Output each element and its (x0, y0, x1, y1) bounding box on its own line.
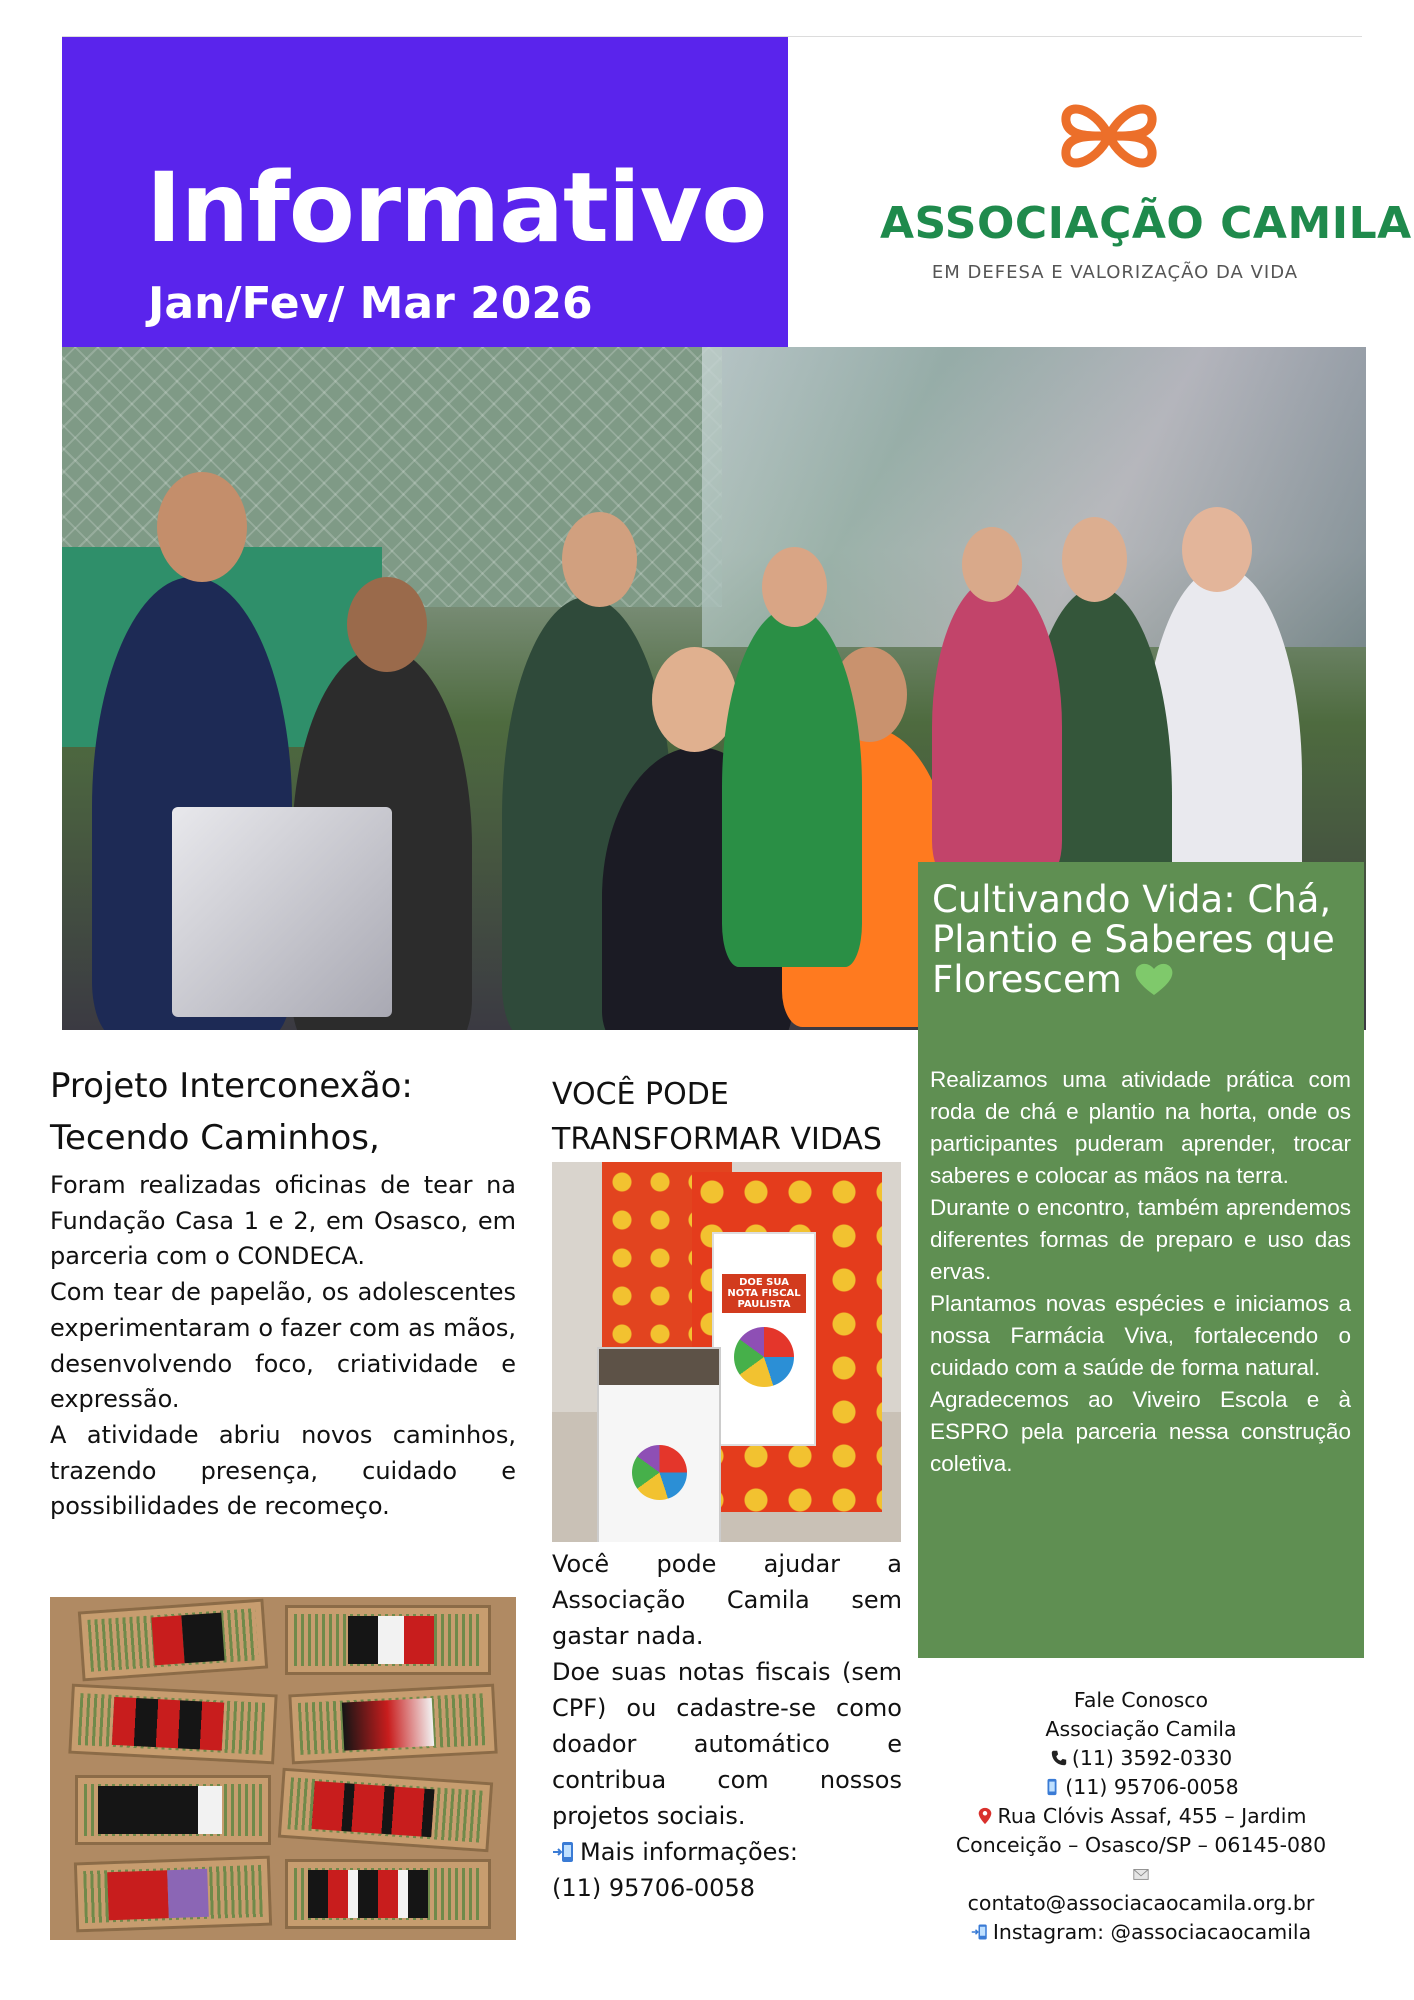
donation-paragraph: Doe suas notas fiscais (sem CPF) ou cadastre-se como doador automático e contribua com nossos projetos sociais. (552, 1658, 902, 1830)
cardboard-loom (278, 1768, 493, 1853)
contact-phone1-row (918, 1744, 1364, 1773)
donation-phone[interactable]: (11) 95706-0058 (552, 1874, 755, 1902)
photo-person (722, 607, 862, 967)
project-paragraph: Com tear de papelão, os adolescentes experimentaram o fazer com as mãos, desenvolvendo foco, criatividade e expressão. (50, 1278, 516, 1414)
project-title-line: Projeto Interconexão: (50, 1066, 413, 1106)
cardboard-loom (68, 1684, 277, 1765)
feature-title (932, 880, 1352, 1000)
phone-arrow-icon (971, 1923, 989, 1941)
donation-paragraph: Você pode ajudar a Associação Camila sem gastar nada. (552, 1550, 902, 1650)
more-info-label: Mais informações: (580, 1838, 798, 1866)
contact-org: Associação Camila (1045, 1717, 1237, 1741)
green-heart-icon (1134, 961, 1174, 997)
weaving-photo (50, 1597, 516, 1940)
cardboard-loom (285, 1605, 491, 1675)
contact-phone2-row (918, 1773, 1364, 1802)
newsletter-title: Informativo (146, 152, 767, 264)
donation-boxes-photo (552, 1162, 901, 1542)
contact-phone1[interactable]: (11) 3592-0330 (1071, 1746, 1233, 1770)
contact-heading: Fale Conosco (1073, 1688, 1209, 1712)
contact-instagram[interactable]: Instagram: @associacaocamila (992, 1920, 1312, 1944)
donation-text (552, 1546, 902, 1906)
cardboard-loom (75, 1775, 271, 1845)
feature-paragraph: Agradecemos ao Viveiro Escola e à ESPRO pela parceria nessa construção coletiva. (930, 1387, 1351, 1476)
contact-address-row (918, 1802, 1364, 1831)
location-pin-icon (976, 1807, 994, 1825)
donation-title-line: TRANSFORMAR VIDAS (552, 1122, 882, 1157)
project-text (50, 1168, 516, 1525)
photo-face (562, 512, 637, 607)
donation-title-line: VOCÊ PODE (552, 1077, 729, 1112)
donation-title (552, 1072, 912, 1162)
cardboard-loom (78, 1599, 268, 1682)
envelope-icon (1132, 1865, 1150, 1883)
donation-poster-graphic (632, 1445, 687, 1500)
project-paragraph: Foram realizadas oficinas de tear na Fundação Casa 1 e 2, em Osasco, em parceria com o CONDECA. (50, 1171, 516, 1271)
cardboard-loom (288, 1684, 497, 1765)
association-tagline: EM DEFESA E VALORIZAÇÃO DA VIDA (931, 262, 1299, 283)
phone-arrow-icon (552, 1840, 576, 1864)
photo-face (762, 547, 827, 627)
newsletter-period: Jan/Fev/ Mar 2026 (148, 278, 593, 329)
cardboard-loom (74, 1856, 272, 1933)
project-title (50, 1060, 520, 1164)
feature-paragraph: Plantamos novas espécies e iniciamos a nossa Farmácia Viva, fortalecendo o cuidado com a saúde de forma natural. (930, 1291, 1351, 1380)
photo-face (1062, 517, 1127, 602)
contact-email-icon-row (918, 1860, 1364, 1889)
project-paragraph: A atividade abriu novos caminhos, trazendo presença, cuidado e possibilidades de recomeço. (50, 1420, 516, 1521)
contact-block (918, 1686, 1364, 1947)
contact-address-line2: Conceição – Osasco/SP – 06145-080 (955, 1833, 1327, 1857)
more-info-line (552, 1834, 902, 1870)
donation-poster-graphic (734, 1327, 794, 1387)
cardboard-loom (285, 1859, 491, 1929)
donation-poster (712, 1232, 816, 1446)
association-name: ASSOCIAÇÃO CAMILA (880, 198, 1412, 249)
project-title-line: Tecendo Caminhos, (50, 1118, 380, 1158)
donation-box-label: DOE SUA NOTA FISCAL PAULISTA (722, 1274, 806, 1313)
contact-phone2[interactable]: (11) 95706-0058 (1065, 1775, 1239, 1799)
feature-text (930, 1064, 1351, 1480)
feature-paragraph: Realizamos uma atividade prática com roda de chá e plantio na horta, onde os participantes puderam aprender, trocar saberes e colocar as mãos na terra. (930, 1067, 1351, 1188)
association-logo-icon (1054, 86, 1164, 186)
photo-face (1182, 507, 1252, 592)
photo-silver-bag (172, 807, 392, 1017)
open-donation-box (597, 1347, 721, 1542)
photo-person (932, 577, 1062, 877)
photo-face (347, 577, 427, 672)
photo-face (157, 472, 247, 582)
feature-title-text: Cultivando Vida: Chá, Plantio e Saberes que Florescem (932, 878, 1335, 1001)
contact-instagram-row (918, 1918, 1364, 1947)
mobile-phone-icon (1043, 1778, 1061, 1796)
open-box-interior (599, 1349, 719, 1385)
feature-paragraph: Durante o encontro, também aprendemos diferentes formas de preparo e uso das ervas. (930, 1195, 1351, 1284)
contact-address-line1: Rua Clóvis Assaf, 455 – Jardim (997, 1804, 1307, 1828)
contact-email[interactable]: contato@associacaocamila.org.br (967, 1891, 1315, 1915)
photo-face (962, 527, 1022, 602)
telephone-icon (1050, 1749, 1068, 1767)
